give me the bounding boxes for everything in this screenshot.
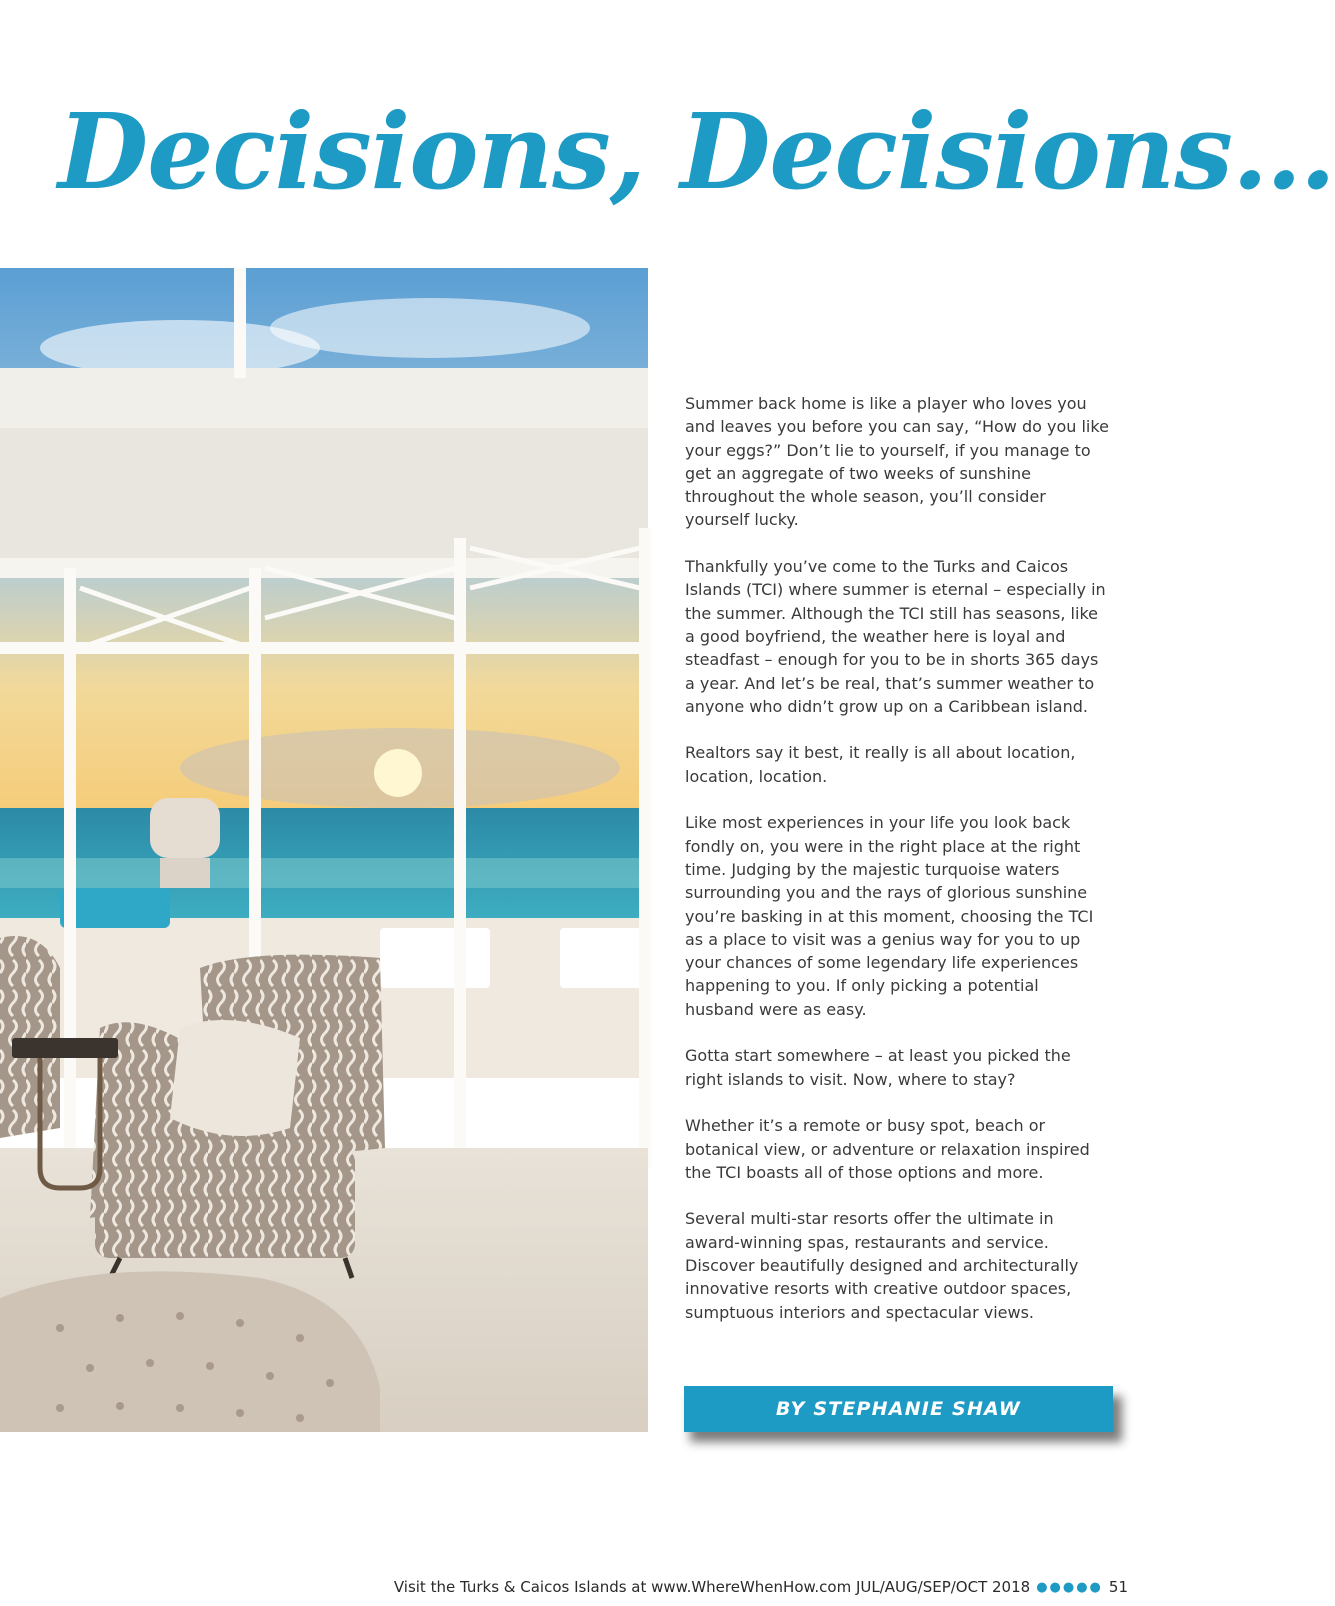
author-byline: BY STEPHANIE SHAW [684, 1386, 1113, 1432]
paragraph: Thankfully you’ve come to the Turks and Caicos Islands (TCI) where summer is eternal – especially in the summer. Although the TCI still has seasons, like a good boyfriend, the weather here is loyal and steadfast – enough for you to be in shorts 365 days a year. And let’s be real, that’s summer weather to anyone who didn’t grow up on a Caribbean island. [685, 557, 1106, 716]
footer-dots: ●●●●● [1036, 1579, 1103, 1595]
paragraph: Gotta start somewhere – at least you picked the right islands to visit. Now, where to stay? [685, 1046, 1071, 1089]
paragraph: Like most experiences in your life you look back fondly on, you were in the right place at the right time. Judging by the majestic turquoise waters surrounding you and the rays of glorious sunshine you’re basking in at this moment, choosing the TCI as a place to visit was a genius way for you to up your chances of some legendary life experiences happening to you. If only picking a potential husband were as easy. [685, 813, 1094, 1019]
article-body [685, 392, 1110, 1347]
resort-interior-photo [0, 268, 648, 1432]
paragraph: Whether it’s a remote or busy spot, beach or botanical view, or adventure or relaxation inspired the TCI boasts all of those options and more. [685, 1116, 1090, 1182]
page-number: 51 [1108, 1578, 1128, 1596]
paragraph: Realtors say it best, it really is all about location, location, location. [685, 743, 1076, 786]
footer-text: Visit the Turks & Caicos Islands at www.WhereWhenHow.com JUL/AUG/SEP/OCT 2018 [393, 1578, 1031, 1596]
paragraph: Several multi-star resorts offer the ultimate in award-winning spas, restaurants and service. Discover beautifully designed and architecturally innovative resorts with creative outdoor spaces, sumptuous interiors and spectacular views. [685, 1209, 1079, 1322]
headline: Decisions, Decisions… [58, 90, 1335, 213]
page-footer [394, 1578, 1128, 1596]
paragraph: Summer back home is like a player who loves you and leaves you before you can say, “How do you like your eggs?” Don’t lie to yourself, if you manage to get an aggregate of two weeks of sunshine throughout the whole season, you’ll consider yourself lucky. [685, 394, 1109, 530]
